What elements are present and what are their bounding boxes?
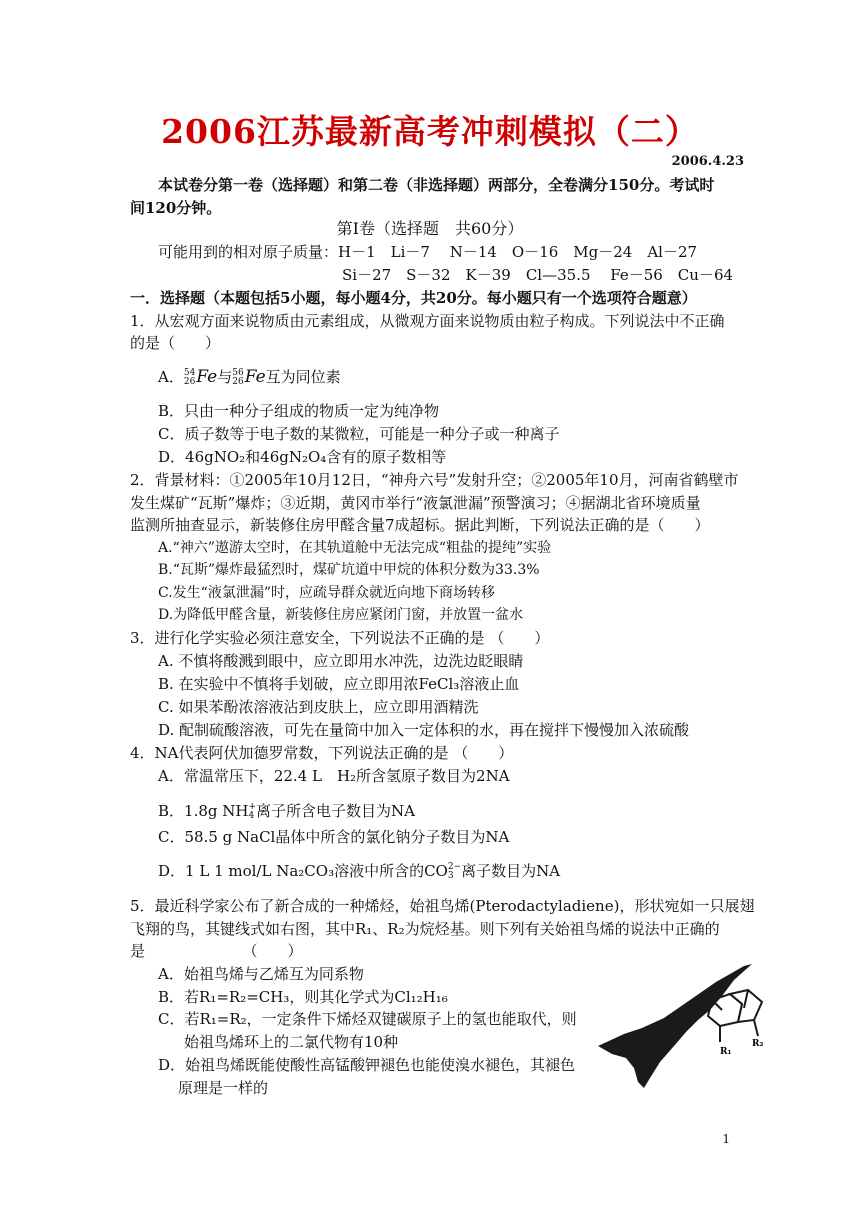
intro-line-2: 间120分钟。 — [130, 199, 222, 217]
q4-option-c: C．58.5 g NaCl晶体中所含的氯化钠分子数目为NA — [158, 828, 510, 846]
ring-system — [708, 990, 762, 1042]
q5-option-d-line-1: D．始祖鸟烯既能使酸性高锰酸钾褪色也能使溴水褪色，其褪色 — [158, 1056, 576, 1074]
q1-a-mass-number-1: 54 — [183, 368, 196, 378]
page-title: 2006江苏最新高考冲刺模拟（二） — [161, 112, 699, 151]
atomic-masses-line-2: Si－27 S－32 K－39 Cl—35.5 Fe－56 Cu－64 — [342, 266, 734, 284]
q1-option-b: B．只由一种分子组成的物质一定为纯净物 — [158, 402, 440, 420]
intro-line-1: 本试卷分第一卷（选择题）和第二卷（非选择题）两部分，全卷满分150分。考试时 — [158, 176, 715, 194]
q4-stem: 4．NA代表阿伏加德罗常数，下列说法正确的是 （ ） — [130, 744, 514, 762]
r1-label: R₁ — [720, 1047, 732, 1057]
q5-option-d-line-2: 原理是一样的 — [178, 1079, 269, 1097]
q4-option-a: A．常温常压下，22.4 L H₂所含氢原子数目为2NA — [158, 767, 510, 785]
q2-option-c: C.发生“液氯泄漏”时，应疏导群众就近向地下商场转移 — [158, 585, 495, 601]
r2-label: R₂ — [752, 1039, 764, 1049]
q3-option-b: B. 在实验中不慎将手划破，应立即用浓FeCl₃溶液止血 — [158, 675, 520, 693]
q5-stem-line-3: 是 （ ） — [130, 942, 303, 960]
q1-stem-line-1: 1．从宏观方面来说物质由元素组成，从微观方面来说物质由粒子构成。下列说法中不正确 — [130, 312, 725, 330]
q1-a-atomic-number-2: 26 — [232, 377, 244, 387]
q5-option-c-line-2: 始祖鸟烯环上的二氯代物有10种 — [184, 1033, 399, 1051]
q3-option-c: C. 如果苯酚浓溶液沾到皮肤上，应立即用酒精洗 — [158, 698, 479, 716]
q4-d-charge: 2− — [447, 862, 462, 872]
q2-stem-line-3: 监测所抽查显示，新装修住房甲醛含量7成超标。据此判断，下列说法正确的是（ ） — [130, 516, 710, 534]
q4-b-subscript: 4 — [248, 811, 255, 821]
page-number: 1 — [722, 1132, 730, 1146]
q1-a-mass-number-2: 56 — [232, 368, 244, 378]
q2-stem-line-2: 发生煤矿“瓦斯”爆炸；③近期，黄冈市举行“液氯泄漏”预警演习；④据湖北省环境质量 — [130, 494, 701, 512]
q4-option-d: D．1 L 1 mol/L Na₂CO₃溶液中所含的CO2− 3 离子数目为NA — [158, 862, 561, 881]
q1-a-atomic-number-1: 26 — [183, 377, 196, 387]
wing-shape — [598, 964, 752, 1088]
q5-stem-line-1: 5．最近科学家公布了新合成的一种烯烃，始祖鸟烯(Pterodactyladiene)，形状宛如一只展翅 — [130, 897, 755, 915]
q2-stem-line-1: 2．背景材料：①2005年10月12日，“神舟六号”发射升空；②2005年10月，河南省鹤壁市 — [130, 471, 739, 489]
section-title: 第Ⅰ卷（选择题 共60分） — [336, 219, 524, 238]
q1-option-c: C．质子数等于电子数的某微粒，可能是一种分子或一种离子 — [158, 425, 560, 443]
q2-option-b: B.“瓦斯”爆炸最猛烈时，煤矿坑道中甲烷的体积分数为33.3% — [158, 562, 540, 578]
q4-b-charge: + — [248, 802, 257, 812]
q5-option-a: A．始祖鸟烯与乙烯互为同系物 — [158, 965, 364, 983]
part-heading: 一．选择题（本题包括5小题，每小题4分，共20分。每小题只有一个选项符合题意） — [130, 289, 697, 307]
q3-option-a: A. 不慎将酸溅到眼中，应立即用水冲洗，边洗边眨眼睛 — [158, 652, 524, 670]
q3-option-d: D. 配制硫酸溶液，可先在量筒中加入一定体积的水，再在搅拌下慢慢加入浓硫酸 — [158, 721, 690, 739]
q3-stem: 3．进行化学实验必须注意安全，下列说法不正确的是 （ ） — [130, 629, 550, 647]
exam-date: 2006.4.23 — [671, 154, 744, 169]
q2-option-a: A.“神六”遨游太空时，在其轨道舱中无法完成“粗盐的提纯”实验 — [158, 540, 552, 556]
q1-option-a: A．54 26Fe与56 26Fe互为同位素 — [158, 367, 341, 387]
q1-a-element-2: Fe — [244, 367, 266, 387]
q5-stem-line-2: 飞翔的鸟，其键线式如右图，其中R₁、R₂为烷烃基。则下列有关始祖鸟烯的说法中正确的 — [130, 920, 720, 938]
q1-a-element-1: Fe — [196, 367, 218, 387]
q1-option-d: D．46gNO₂和46gN₂O₄含有的原子数相等 — [158, 448, 447, 466]
q4-d-subscript: 3 — [447, 871, 454, 881]
q5-option-c-line-1: C．若R₁=R₂，一定条件下烯烃双键碳原子上的氢也能取代，则 — [158, 1010, 577, 1028]
q1-stem-line-2: 的是（ ） — [130, 334, 221, 352]
q2-option-d: D.为降低甲醛含量，新装修住房应紧闭门窗，并放置一盆水 — [158, 607, 524, 623]
atomic-masses-line-1: 可能用到的相对原子质量：H－1 Li－7 N－14 O－16 Mg－24 Al－27 — [158, 243, 698, 261]
q5-option-b: B．若R₁=R₂=CH₃，则其化学式为Cl₁₂H₁₆ — [158, 988, 448, 1006]
q4-option-b: B．1.8g NH+ 4 离子所含电子数目为NA — [158, 802, 415, 821]
pterodactyladiene-structure-figure — [594, 960, 776, 1096]
